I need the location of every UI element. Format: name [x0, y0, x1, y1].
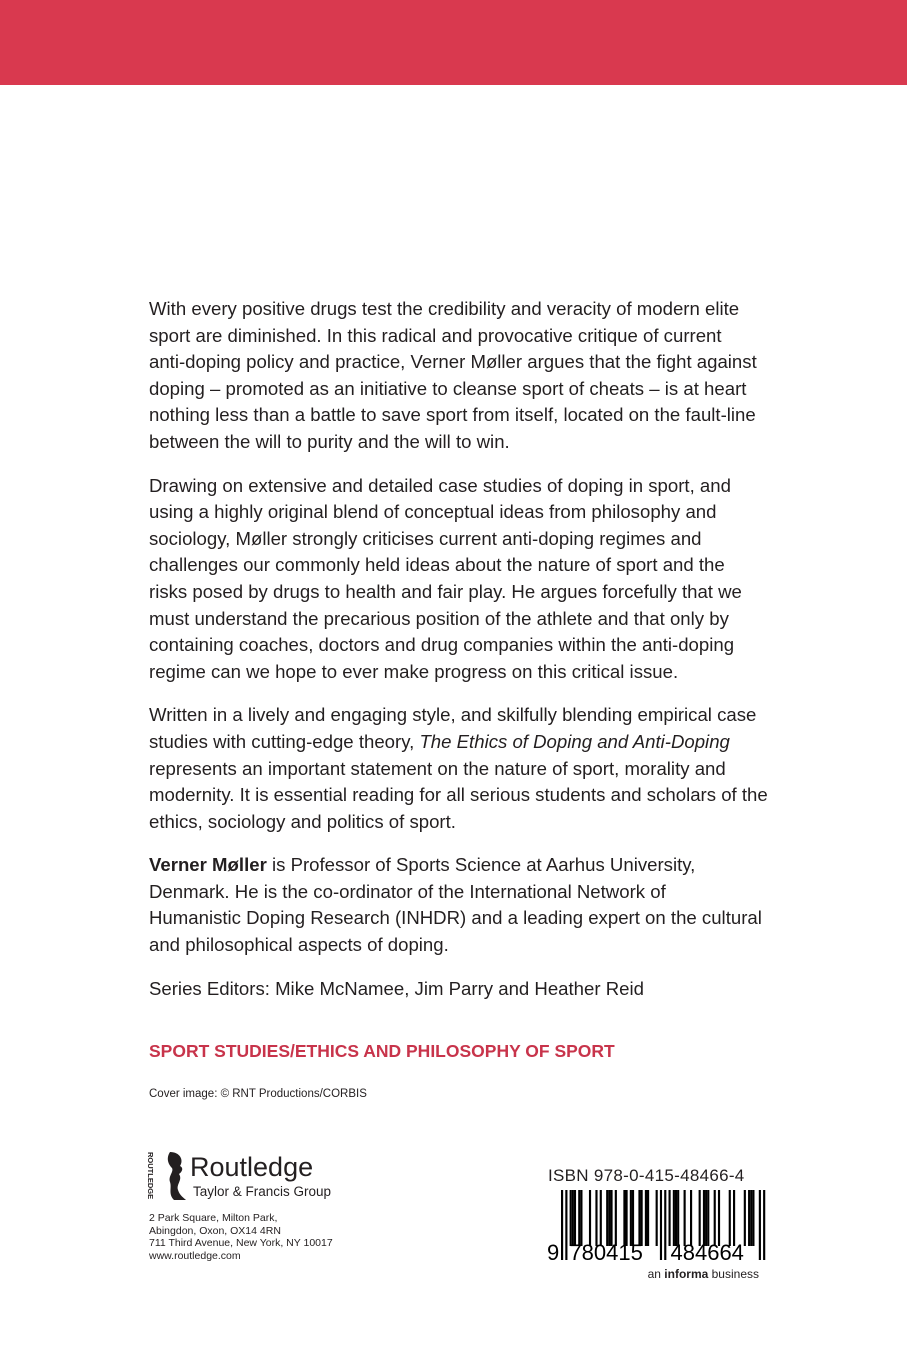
barcode-bar	[664, 1190, 666, 1260]
text-line: Written in a lively and engaging style, and skilfully blending empirical case	[149, 704, 757, 726]
series-editors	[149, 976, 789, 1003]
barcode-bar	[647, 1190, 649, 1246]
publisher-group: Taylor & Francis Group	[193, 1184, 332, 1199]
barcode-bar	[600, 1190, 602, 1246]
paragraph-1	[149, 296, 789, 456]
text-line: risks posed by drugs to health and fair play. He argues forcefully that we	[149, 580, 742, 602]
text-line: Denmark. He is the co-ordinator of the International Network of	[149, 880, 666, 902]
barcode-bar	[714, 1190, 716, 1246]
barcode-bar	[572, 1190, 574, 1246]
barcode-bar	[610, 1190, 612, 1246]
barcode-bar	[690, 1190, 692, 1246]
barcode-bar	[660, 1190, 662, 1260]
text-line: modernity. It is essential reading for all serious students and scholars of the	[149, 784, 768, 806]
barcode-bar	[565, 1190, 567, 1260]
barcode-bar	[608, 1190, 610, 1246]
informa-brand: informa	[664, 1267, 709, 1281]
informa-tagline	[648, 1267, 759, 1281]
text-line: doping – promoted as an initiative to cleanse sport of cheats – is at heart	[149, 377, 747, 399]
barcode-digits: 780415	[569, 1240, 643, 1265]
publisher-address	[149, 1212, 333, 1262]
text-line: sociology, Møller strongly criticises current anti-doping regimes and	[149, 527, 702, 549]
barcode-bar	[763, 1190, 765, 1260]
barcode-bar	[589, 1190, 591, 1246]
text-line	[149, 852, 789, 879]
barcode-bar	[632, 1190, 634, 1246]
publisher-website: www.routledge.com	[149, 1249, 241, 1262]
text-line: Drawing on extensive and detailed case studies of doping in sport, and	[149, 474, 731, 496]
text-fragment: studies with cutting-edge theory,	[149, 730, 420, 752]
text-fragment: is Professor of Sports Science at Aarhus University,	[266, 854, 696, 876]
svg-text:ROUTLEDGE: ROUTLEDGE	[146, 1152, 155, 1200]
text-fragment: business	[708, 1267, 759, 1281]
barcode-bar	[641, 1190, 643, 1246]
author-bio	[149, 852, 789, 958]
address-line: 711 Third Avenue, New York, NY 10017	[149, 1237, 333, 1249]
subject-category: SPORT STUDIES/ETHICS AND PHILOSOPHY OF SPORT	[149, 1041, 615, 1061]
barcode-bar	[733, 1190, 735, 1246]
text-fragment: an	[647, 1267, 665, 1281]
routledge-logo-icon	[148, 1150, 188, 1202]
text-line: sport are diminished. In this radical and provocative critique of current	[149, 324, 722, 346]
text-line: regime can we hope to ever make progress on this critical issue.	[149, 660, 679, 682]
barcode-bar	[669, 1190, 671, 1246]
barcode-bar	[626, 1190, 628, 1246]
text-line: represents an important statement on the nature of sport, morality and	[149, 757, 726, 779]
barcode-bar	[570, 1190, 572, 1246]
barcode-bar	[595, 1190, 597, 1246]
author-name: Verner Møller	[149, 854, 267, 876]
publisher-name: Routledge	[190, 1152, 314, 1182]
text-line: Humanistic Doping Research (INHDR) and a leading expert on the cultural	[149, 907, 762, 929]
barcode-bar	[684, 1190, 686, 1246]
text-line: containing coaches, doctors and drug companies within the anti-doping	[149, 634, 735, 656]
barcode-bar	[748, 1190, 750, 1246]
text-line: Series Editors: Mike McNamee, Jim Parry and Heather Reid	[149, 977, 644, 999]
text-line: using a highly original blend of conceptual ideas from philosophy and	[149, 501, 717, 523]
barcode-digits: 9	[547, 1240, 560, 1265]
barcode-bar	[578, 1190, 580, 1246]
paragraph-2	[149, 473, 789, 686]
text-line: challenges our commonly held ideas about the nature of sport and the	[149, 554, 725, 576]
text-line: nothing less than a battle to save sport from itself, located on the fault-line	[149, 404, 756, 426]
barcode-bar	[675, 1190, 677, 1246]
text-line	[149, 729, 789, 756]
barcode-bar	[752, 1190, 754, 1246]
barcode-bar	[750, 1190, 752, 1246]
text-line: must understand the precarious position of the athlete and that only by	[149, 607, 729, 629]
barcode-bar	[744, 1190, 746, 1246]
barcode-bar	[703, 1190, 705, 1246]
barcode-bar	[759, 1190, 761, 1260]
text-line: With every positive drugs test the credibility and veracity of modern elite	[149, 298, 740, 319]
barcode-bar	[580, 1190, 582, 1246]
barcode-bar	[677, 1190, 679, 1246]
barcode-digits: 484664	[670, 1240, 744, 1265]
barcode	[545, 1190, 761, 1265]
text-line: ethics, sociology and politics of sport.	[149, 810, 456, 832]
barcode-bar	[630, 1190, 632, 1246]
isbn-label: ISBN 978-0-415-48466-4	[548, 1166, 745, 1185]
barcode-bar	[729, 1190, 731, 1246]
text-line: anti-doping policy and practice, Verner Møller argues that the fight against	[149, 351, 757, 373]
blurb	[149, 296, 789, 1019]
barcode-bar	[707, 1190, 709, 1246]
paragraph-3	[149, 702, 789, 835]
barcode-bar	[656, 1190, 658, 1246]
barcode-bar	[699, 1190, 701, 1246]
text-line: between the will to purity and the will to win.	[149, 430, 510, 452]
top-color-band	[0, 0, 907, 85]
barcode-bar	[705, 1190, 707, 1246]
barcode-bar	[718, 1190, 720, 1246]
barcode-bar	[645, 1190, 647, 1246]
address-line: Abingdon, Oxon, OX14 4RN	[149, 1224, 281, 1237]
barcode-bar	[638, 1190, 640, 1246]
text-line: and philosophical aspects of doping.	[149, 934, 449, 956]
barcode-bar	[561, 1190, 563, 1260]
barcode-bar	[623, 1190, 625, 1246]
barcode-bar	[606, 1190, 608, 1246]
cover-image-credit: Cover image: © RNT Productions/CORBIS	[149, 1088, 367, 1100]
book-title: The Ethics of Doping and Anti-Doping	[419, 730, 730, 752]
barcode-bar	[574, 1190, 576, 1246]
address-line: 2 Park Square, Milton Park,	[149, 1212, 278, 1224]
barcode-bar	[615, 1190, 617, 1246]
barcode-bar	[673, 1190, 675, 1246]
